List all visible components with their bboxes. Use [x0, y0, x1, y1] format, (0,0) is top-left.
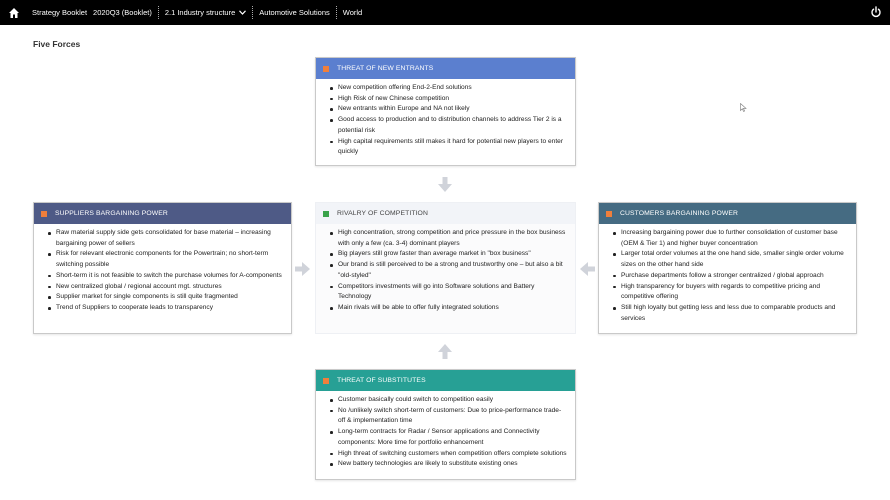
chevron-down-icon[interactable]: [239, 10, 246, 15]
breadcrumb-industry-structure[interactable]: [159, 8, 252, 17]
power-icon[interactable]: [870, 6, 882, 18]
card-rivalry: [315, 202, 576, 334]
arrow-down-icon: [438, 177, 452, 192]
list-item: No /unlikely switch short-term of customers: Due to price-performance trade-off & implementation time: [330, 406, 567, 427]
card-list: [316, 79, 575, 164]
arrow-right-icon: [295, 262, 310, 276]
list-item: New entrants within Europe and NA not likely: [330, 104, 567, 115]
list-item: Big players still grow faster than average market in "box business": [330, 249, 567, 260]
card-new-entrants: [315, 57, 576, 166]
card-header: [599, 203, 856, 224]
card-list: [34, 224, 291, 320]
orange-marker-icon: [323, 66, 329, 72]
list-item: Competitors investments will go into Software solutions and Battery Technology: [330, 282, 567, 303]
card-substitutes: [315, 369, 576, 480]
list-item: Our brand is still perceived to be a strong and trustworthy one – but also a bit "old-styled": [330, 260, 567, 281]
list-item: Main rivals will be able to offer fully integrated solutions: [330, 303, 567, 314]
list-item: Risk for relevant electronic components for the Powertrain; no short-term switching possible: [48, 249, 283, 270]
list-item: Still high loyalty but getting less and less due to comparable products and services: [613, 303, 848, 324]
card-header: [316, 203, 575, 224]
home-icon[interactable]: [8, 7, 20, 19]
card-list: [599, 224, 856, 330]
list-item: New battery technologies are likely to substitute existing ones: [330, 459, 567, 470]
breadcrumb-automotive-solutions[interactable]: Automotive Solutions: [259, 8, 330, 17]
list-item: High Risk of new Chinese competition: [330, 94, 567, 105]
list-item: High threat of switching customers when competition offers complete solutions: [330, 449, 567, 460]
card-customers: [598, 202, 857, 334]
card-list: [316, 391, 575, 476]
list-item: Good access to production and to distribution channels to address Tier 2 is a potential risk: [330, 115, 567, 136]
list-item: Larger total order volumes at the one hand side, smaller single order volume sizes on the other hand side: [613, 249, 848, 270]
list-item: Trend of Suppliers to cooperate leads to transparency: [48, 303, 283, 314]
breadcrumb-industry-structure-label: 2.1 Industry structure: [164, 8, 236, 17]
list-item: Raw material supply side gets consolidated for base material – increasing bargaining power of sellers: [48, 228, 283, 249]
list-item: Short-term it is not feasible to switch the purchase volumes for A-components: [48, 271, 283, 282]
list-item: New centralized global / regional account mgt. structures: [48, 282, 283, 293]
list-item: Purchase departments follow a stronger centralized / global approach: [613, 271, 848, 282]
breadcrumb-booklet[interactable]: Strategy Booklet: [32, 8, 88, 17]
list-item: High concentration, strong competition and price pressure in the box business with only a few (ca. 3-4) dominant players: [330, 228, 567, 249]
list-item: Supplier market for single components is still quite fragmented: [48, 292, 283, 303]
breadcrumb-period[interactable]: 2020Q3 (Booklet): [93, 8, 152, 17]
breadcrumb-world[interactable]: World: [342, 8, 363, 17]
orange-marker-icon: [323, 378, 329, 384]
card-title: CUSTOMERS BARGAINING POWER: [620, 210, 739, 217]
card-title: THREAT OF NEW ENTRANTS: [337, 65, 434, 72]
list-item: Customer basically could switch to competition easily: [330, 395, 567, 406]
top-bar: [0, 0, 890, 25]
card-list: [316, 224, 575, 320]
arrow-up-icon: [438, 344, 452, 359]
list-item: High capital requirements still makes it hard for potential new players to enter quickly: [330, 137, 567, 158]
orange-marker-icon: [606, 211, 612, 217]
mouse-cursor-icon: [740, 103, 747, 112]
list-item: High transparency for buyers with regards to competitive pricing and competitive offering: [613, 282, 848, 303]
card-title: RIVALRY OF COMPETITION: [337, 210, 428, 217]
orange-marker-icon: [41, 211, 47, 217]
card-title: THREAT OF SUBSTITUTES: [337, 377, 426, 384]
page-title: Five Forces: [33, 39, 81, 49]
card-header: [34, 203, 291, 224]
card-suppliers: [33, 202, 292, 334]
arrow-left-icon: [580, 262, 595, 276]
list-item: New competition offering End-2-End solutions: [330, 83, 567, 94]
green-marker-icon: [323, 211, 329, 217]
card-header: [316, 58, 575, 79]
list-item: Long-term contracts for Radar / Sensor applications and Connectivity components: More time for portfolio enhancement: [330, 427, 567, 448]
list-item: Increasing bargaining power due to further consolidation of customer base (OEM & Tier 1) and higher buyer concentration: [613, 228, 848, 249]
card-title: SUPPLIERS BARGAINING POWER: [55, 210, 168, 217]
card-header: [316, 370, 575, 391]
